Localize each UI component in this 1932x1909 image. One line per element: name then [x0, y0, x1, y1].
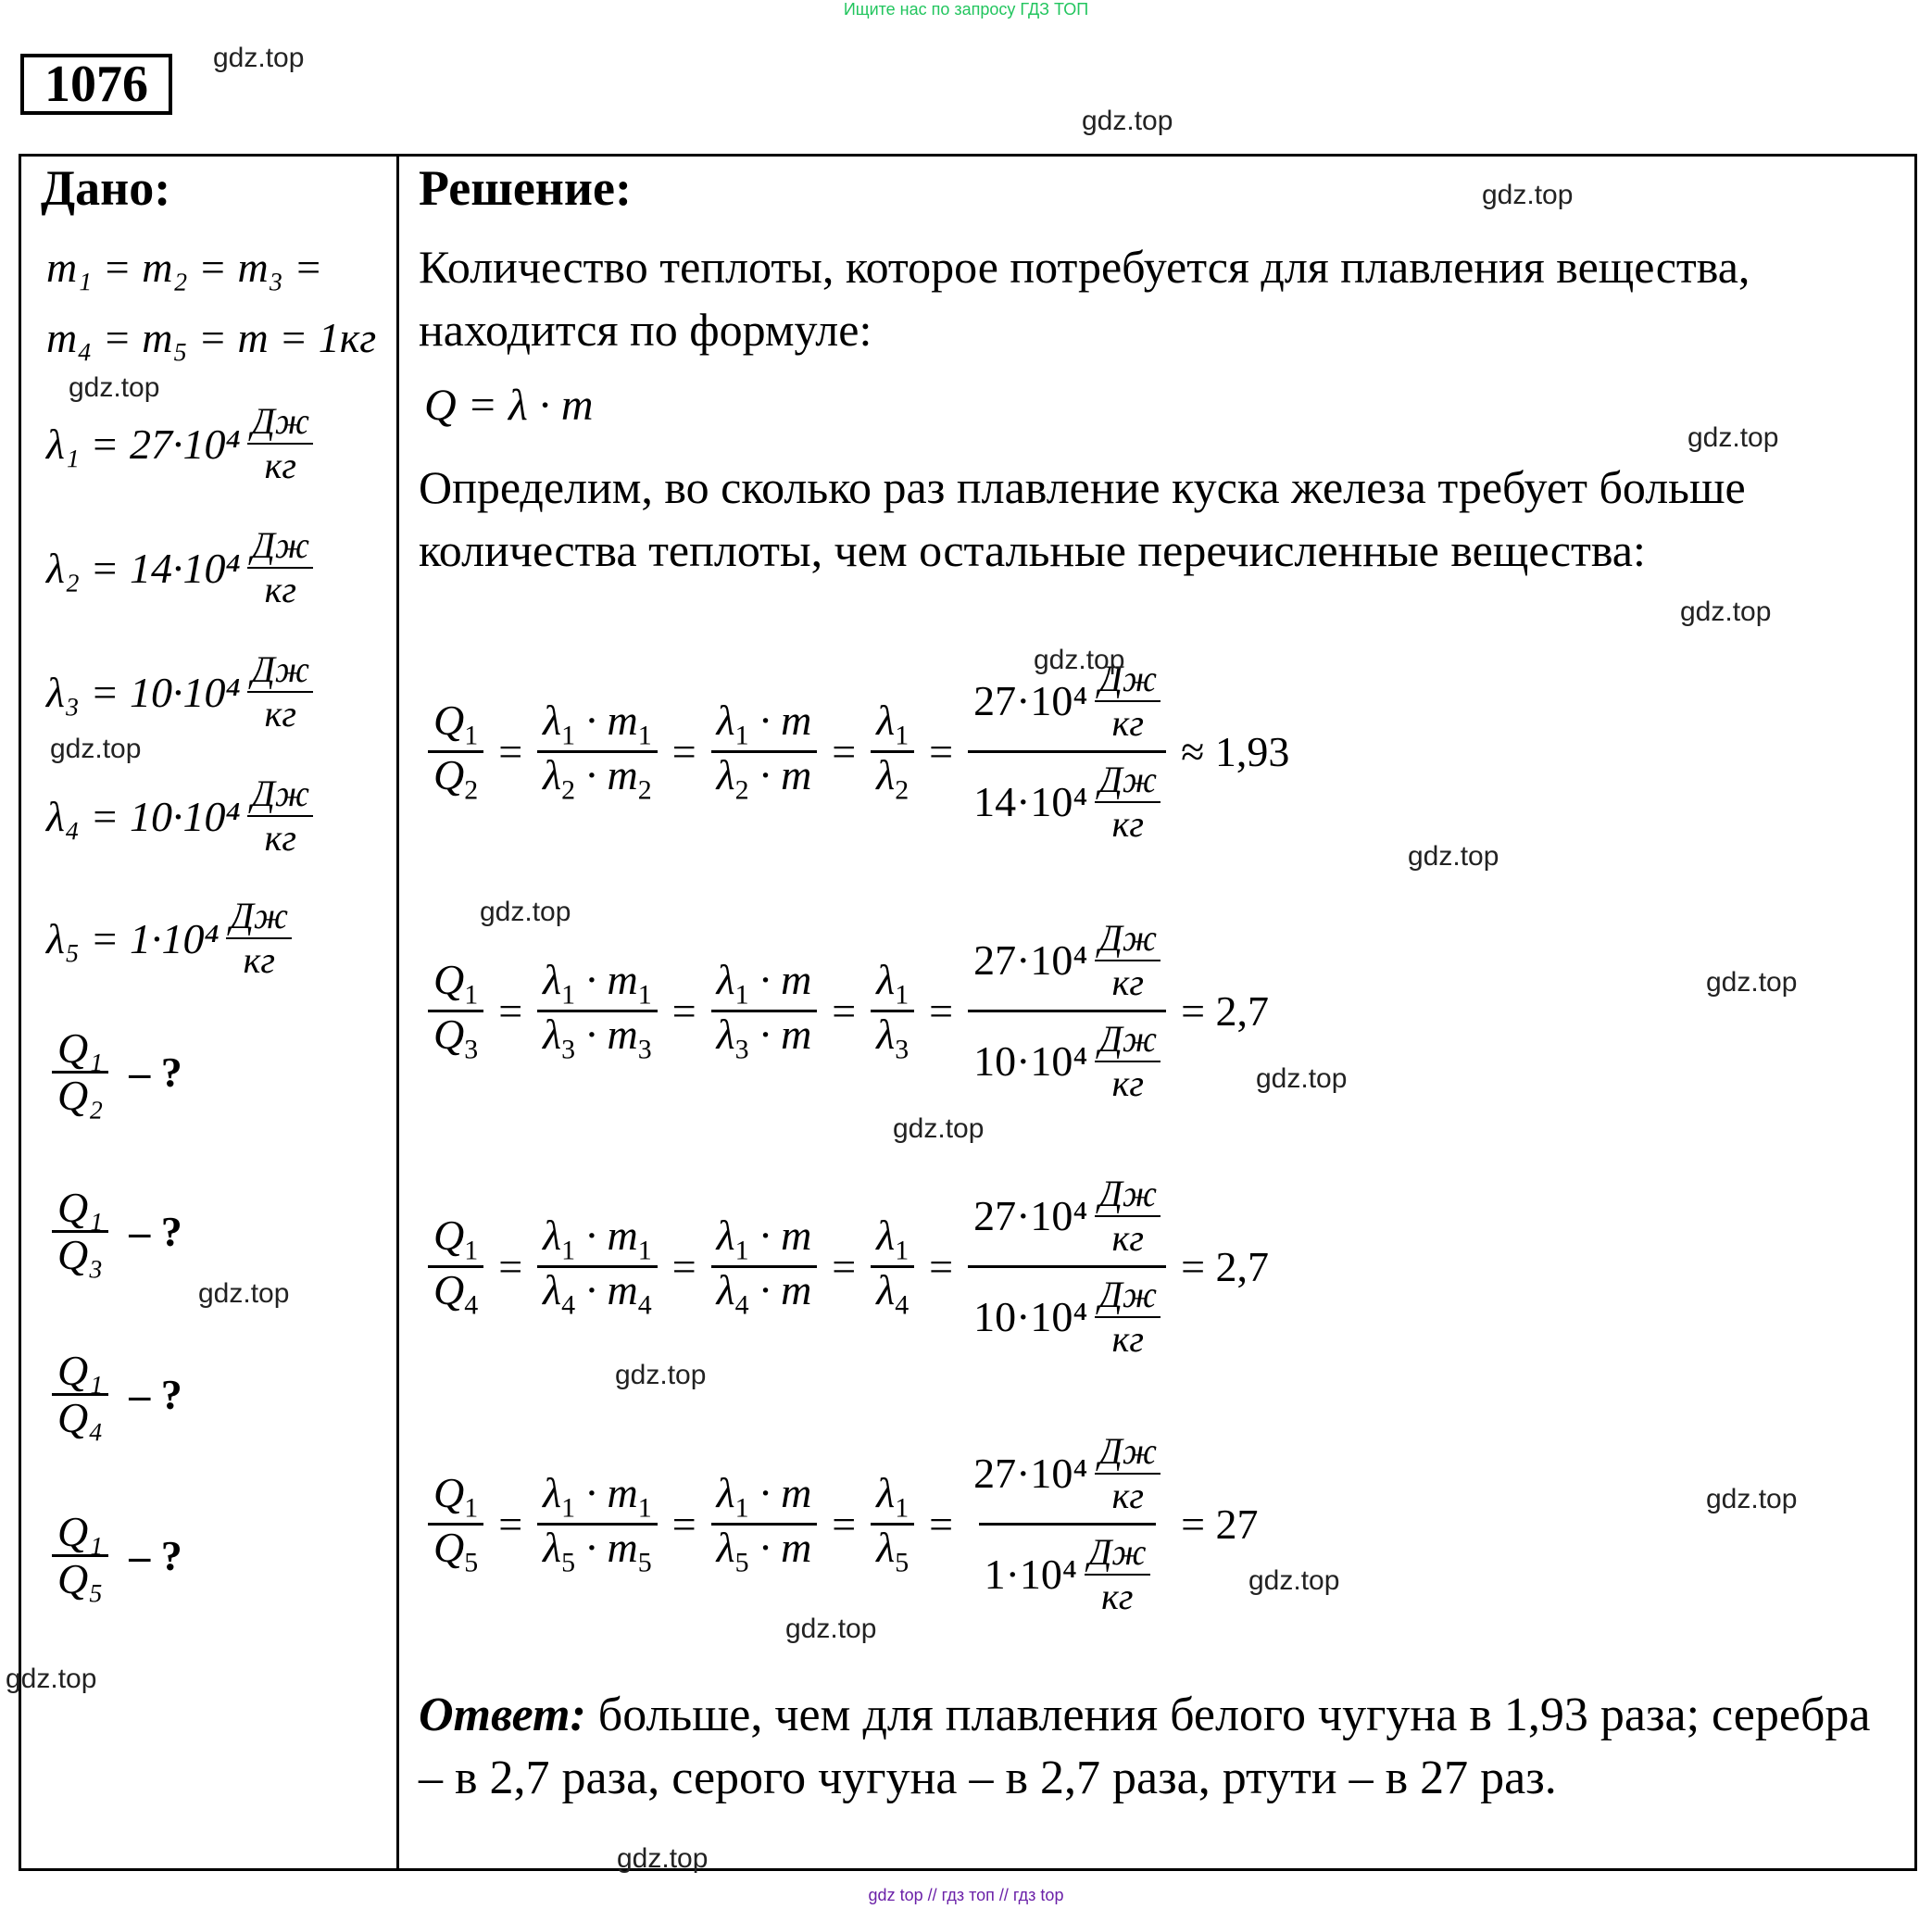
lambda-5-unit: Дж кг [226, 895, 292, 982]
answer-text: больше, чем для плавления белого чугуна в 1,93 раза; серебра – в 2,7 раза, серого чугуна – в 2,7 раза, ртути – в 27 раз. [419, 1689, 1871, 1804]
question-3: $\frac{\text{Q₁}}{\text{Q₄}}$ – ? [48, 1349, 182, 1441]
ratio-q2-result: ≈ 1,93 [1181, 728, 1290, 775]
solution-paragraph-2: Определим, во сколько раз плавление куска железа требует больше количества теплоты, чем остальные перечисленные вещества: [419, 461, 1746, 576]
ratio-equation-q5: $\frac{Q_1}{Q_5}$ = $\frac{\lambda_1 \cdot m_1}{\lambda_5 \cdot m_5}$ = $\frac{\lambda_1 \cdot m}{\lambda_5 \cdot m}$ = $\frac{\lambda_1}{\lambda_5}$ = 27·10⁴ Дж кг 1·10⁴ Дж кг = 27 [424, 1430, 1270, 1618]
column-divider [396, 154, 399, 1871]
ratio-q4-result: = 2,7 [1181, 1243, 1270, 1290]
lambda-5 [46, 895, 292, 982]
watermark: gdz.top [785, 1614, 877, 1644]
lambda-3-value: λ₃ = 10·10⁴ [46, 668, 241, 716]
masses-line-1: m₁ = m₂ = m₃ = [46, 244, 323, 291]
problem-number: 1076 [20, 54, 172, 115]
answer-block [419, 1684, 1891, 1810]
watermark: gdz.top [480, 897, 571, 927]
lambda-3-unit: Дж кг [247, 648, 313, 735]
lambda-1-unit: Дж кг [247, 400, 313, 487]
watermark: gdz.top [1256, 1063, 1348, 1094]
watermark: gdz.top [1706, 1484, 1798, 1514]
ratio-equation-q4: $\frac{Q_1}{Q_4}$ = $\frac{\lambda_1 \cdot m_1}{\lambda_4 \cdot m_4}$ = $\frac{\lambda_1 \cdot m}{\lambda_4 \cdot m}$ = $\frac{\lambda_1}{\lambda_4}$ = 27·10⁴ Дж кг 10·10⁴ Дж кг = 2,7 [424, 1173, 1280, 1361]
solution-header: Решение: [419, 160, 632, 216]
watermark: gdz.top [1034, 645, 1125, 675]
question-2: $\frac{\text{Q₁}}{\text{Q₃}}$ – ? [48, 1186, 182, 1278]
lambda-1 [46, 400, 313, 487]
watermark: gdz.top [1248, 1565, 1340, 1596]
ratio-q3-result: = 2,7 [1181, 987, 1270, 1035]
lambda-2-value: λ₂ = 14·10⁴ [46, 544, 241, 592]
solution-intro: Количество теплоты, которое потребуется для плавления вещества, находится по формуле: [419, 241, 1750, 356]
watermark: gdz.top [6, 1664, 97, 1694]
watermark: gdz.top [1082, 106, 1173, 136]
footer-links: gdz top // гдз топ // гдз top [868, 1886, 1064, 1904]
search-banner: Ищите нас по запросу ГДЗ ТОП [843, 0, 1089, 19]
watermark: gdz.top [1680, 597, 1772, 627]
ratio-equation-q2: $\frac{Q_1}{Q_2}$ = $\frac{\lambda_1 \cdot m_1}{\lambda_2 \cdot m_2}$ = $\frac{\lambda_1 \cdot m}{\lambda_2 \cdot m}$ = $\frac{\lambda_1}{\lambda_2}$ = 27·10⁴ Дж кг 14·10⁴ Дж кг ≈ 1,93 [424, 658, 1300, 846]
lambda-2 [46, 524, 313, 611]
watermark: gdz.top [1408, 841, 1499, 872]
question-2-mark: – ? [129, 1208, 182, 1256]
watermark: gdz.top [1687, 422, 1779, 453]
given-header: Дано: [41, 160, 171, 216]
question-4-mark: – ? [129, 1532, 182, 1580]
watermark: gdz.top [1482, 180, 1574, 210]
watermark: gdz.top [198, 1278, 290, 1309]
ratio-q5-result: = 27 [1181, 1501, 1259, 1548]
lambda-5-value: λ₅ = 1·10⁴ [46, 914, 220, 962]
question-1: $\frac{\text{Q₁}}{\text{Q₂}}$ – ? [48, 1026, 182, 1119]
watermark: gdz.top [1706, 967, 1798, 998]
lambda-1-value: λ₁ = 27·10⁴ [46, 420, 241, 468]
lambda-4 [46, 772, 313, 860]
watermark: gdz.top [893, 1113, 985, 1144]
question-3-mark: – ? [129, 1371, 182, 1419]
lambda-2-unit: Дж кг [247, 524, 313, 611]
watermark: gdz.top [617, 1843, 709, 1874]
watermark: gdz.top [69, 372, 160, 403]
lambda-3 [46, 648, 313, 735]
watermark: gdz.top [213, 43, 305, 73]
lambda-4-unit: Дж кг [247, 772, 313, 860]
watermark: gdz.top [50, 734, 142, 764]
melting-formula: Q = λ · m [424, 381, 594, 430]
watermark: gdz.top [615, 1360, 707, 1390]
lambda-4-value: λ₄ = 10·10⁴ [46, 792, 241, 840]
question-4: $\frac{\text{Q₁}}{\text{Q₅}}$ – ? [48, 1510, 182, 1602]
masses-line-2: m₄ = m₅ = m = 1кг [46, 314, 377, 361]
answer-label: Ответ: [419, 1689, 586, 1741]
question-1-mark: – ? [129, 1049, 182, 1097]
ratio-equation-q3: $\frac{Q_1}{Q_3}$ = $\frac{\lambda_1 \cdot m_1}{\lambda_3 \cdot m_3}$ = $\frac{\lambda_1 \cdot m}{\lambda_3 \cdot m}$ = $\frac{\lambda_1}{\lambda_3}$ = 27·10⁴ Дж кг 10·10⁴ Дж кг = 2,7 [424, 917, 1280, 1105]
